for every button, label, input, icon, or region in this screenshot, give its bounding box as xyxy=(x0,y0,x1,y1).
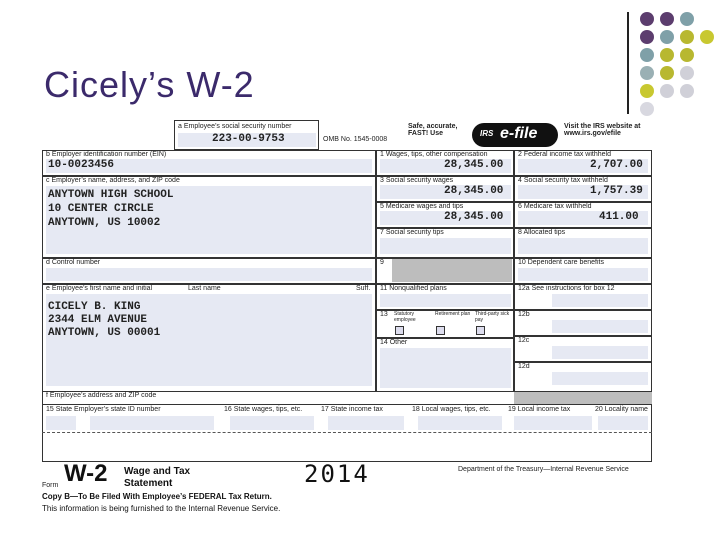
box-2-label: 2 Federal income tax withheld xyxy=(518,151,611,158)
third-party-sick-pay-checkbox[interactable] xyxy=(476,326,485,335)
ein-value: 10-0023456 xyxy=(48,159,115,171)
box-16-label: 16 State wages, tips, etc. xyxy=(224,406,303,413)
dot xyxy=(660,66,674,80)
box-15-label: 15 State Employer’s state ID number xyxy=(46,406,161,413)
employee-suff-label: Suff. xyxy=(356,285,371,292)
box-18-field[interactable] xyxy=(418,416,502,430)
box-4-label: 4 Social security tax withheld xyxy=(518,177,608,184)
treasury-dept-text: Department of the Treasury—Internal Revenue Service xyxy=(458,466,629,473)
box-12a-label: 12a See instructions for box 12 xyxy=(518,285,615,292)
dot xyxy=(640,30,654,44)
dot xyxy=(640,12,654,26)
box-11-field[interactable] xyxy=(380,294,511,307)
box-14-field[interactable] xyxy=(380,348,511,388)
box-1-label: 1 Wages, tips, other compensation xyxy=(380,151,488,158)
copy-b-text: Copy B—To Be Filed With Employee’s FEDERAL Tax Return. xyxy=(42,492,272,501)
box-3-label: 3 Social security wages xyxy=(380,177,454,184)
box-9-label: 9 xyxy=(380,259,384,266)
retirement-plan-checkbox[interactable] xyxy=(436,326,445,335)
statement-text: Statement xyxy=(124,478,173,489)
box-12a-field[interactable] xyxy=(552,294,648,307)
box-6-label: 6 Medicare tax withheld xyxy=(518,203,592,210)
dot xyxy=(660,30,674,44)
decorative-divider xyxy=(627,12,629,114)
state-row-divider xyxy=(42,432,652,433)
box-8-field[interactable] xyxy=(518,238,648,254)
box-8-label: 8 Allocated tips xyxy=(518,229,566,236)
box-12d-label: 12d xyxy=(518,363,530,370)
box-15-id-field[interactable] xyxy=(90,416,214,430)
slide-title: Cicely’s W-2 xyxy=(44,64,255,105)
employee-address-label: f Employee’s address and ZIP code xyxy=(46,392,157,399)
safe-accurate-text: Safe, accurate, FAST! Use xyxy=(408,123,458,137)
box-12-shaded-strip xyxy=(514,392,652,404)
irs-efile-logo: IRS e-file xyxy=(472,123,558,147)
employee-line-1: CICELY B. KING xyxy=(48,301,141,313)
omb-number: OMB No. 1545-0008 xyxy=(323,136,388,143)
box-19-label: 19 Local income tax xyxy=(508,406,571,413)
employer-line-3: ANYTOWN, US 10002 xyxy=(48,217,161,229)
box-18-label: 18 Local wages, tips, etc. xyxy=(412,406,491,413)
box-12c-field[interactable] xyxy=(552,346,648,359)
w2-logo: W-2 xyxy=(64,460,108,487)
box-5-value: 28,345.00 xyxy=(444,211,504,223)
ein-label: b Employer identification number (EIN) xyxy=(46,151,167,158)
box-17-field[interactable] xyxy=(328,416,404,430)
dot xyxy=(680,12,694,26)
box-1-value: 28,345.00 xyxy=(444,159,504,171)
box-11-label: 11 Nonqualified plans xyxy=(380,285,447,292)
box-4-value: 1,757.39 xyxy=(590,185,643,197)
visit-irs-text: Visit the IRS website at www.irs.gov/efile xyxy=(564,123,641,137)
dot xyxy=(680,30,694,44)
statutory-employee-label: Statutory employee xyxy=(394,311,416,323)
box-13-label: 13 xyxy=(380,311,388,318)
retirement-plan-label: Retirement plan xyxy=(435,311,471,317)
box-12b-field[interactable] xyxy=(552,320,648,333)
box-10-label: 10 Dependent care benefits xyxy=(518,259,605,266)
dot xyxy=(680,84,694,98)
w2-form xyxy=(42,120,652,516)
tax-year: 2014 xyxy=(304,460,370,488)
dot xyxy=(680,48,694,62)
statutory-employee-checkbox[interactable] xyxy=(395,326,404,335)
employer-line-2: 10 CENTER CIRCLE xyxy=(48,203,154,215)
ssn-value: 223-00-9753 xyxy=(212,133,285,145)
box-3-value: 28,345.00 xyxy=(444,185,504,197)
employer-line-1: ANYTOWN HIGH SCHOOL xyxy=(48,189,174,201)
dot xyxy=(660,12,674,26)
box-14-label: 14 Other xyxy=(380,339,408,346)
box-9-shaded xyxy=(392,259,512,282)
ssn-label: a Employee’s social security number xyxy=(178,123,292,130)
box-19-field[interactable] xyxy=(514,416,592,430)
box-12d-field[interactable] xyxy=(552,372,648,385)
box-16-field[interactable] xyxy=(230,416,314,430)
dot xyxy=(640,84,654,98)
employee-line-2: 2344 ELM AVENUE xyxy=(48,314,148,326)
dot xyxy=(660,48,674,62)
dot xyxy=(660,84,674,98)
box-20-field[interactable] xyxy=(598,416,648,430)
box-15-state-field[interactable] xyxy=(46,416,76,430)
box-5-label: 5 Medicare wages and tips xyxy=(380,203,464,210)
employee-first-label: e Employee’s first name and initial xyxy=(46,285,153,292)
box-7-field[interactable] xyxy=(380,238,511,254)
dot xyxy=(640,48,654,62)
employee-last-label: Last name xyxy=(188,285,221,292)
decorative-dot-grid xyxy=(640,12,720,122)
wage-tax-text: Wage and Tax xyxy=(124,466,191,477)
box-2-value: 2,707.00 xyxy=(590,159,643,171)
box-6-value: 411.00 xyxy=(599,211,639,223)
employer-label: c Employer’s name, address, and ZIP code xyxy=(46,177,180,184)
box-7-label: 7 Social security tips xyxy=(380,229,444,236)
dot xyxy=(640,102,654,116)
box-12c-label: 12c xyxy=(518,337,530,344)
box-12b-label: 12b xyxy=(518,311,530,318)
form-word: Form xyxy=(42,482,59,489)
control-label: d Control number xyxy=(46,259,101,266)
employee-line-3: ANYTOWN, US 00001 xyxy=(48,327,161,339)
box-10-field[interactable] xyxy=(518,268,648,281)
dot xyxy=(700,30,714,44)
third-party-sick-pay-label: Third-party sick pay xyxy=(475,311,510,323)
dot xyxy=(680,66,694,80)
box-17-label: 17 State income tax xyxy=(321,406,383,413)
control-field[interactable] xyxy=(46,268,372,281)
irs-info-text: This information is being furnished to the Internal Revenue Service. xyxy=(42,504,281,513)
dot xyxy=(640,66,654,80)
box-20-label: 20 Locality name xyxy=(595,406,648,413)
